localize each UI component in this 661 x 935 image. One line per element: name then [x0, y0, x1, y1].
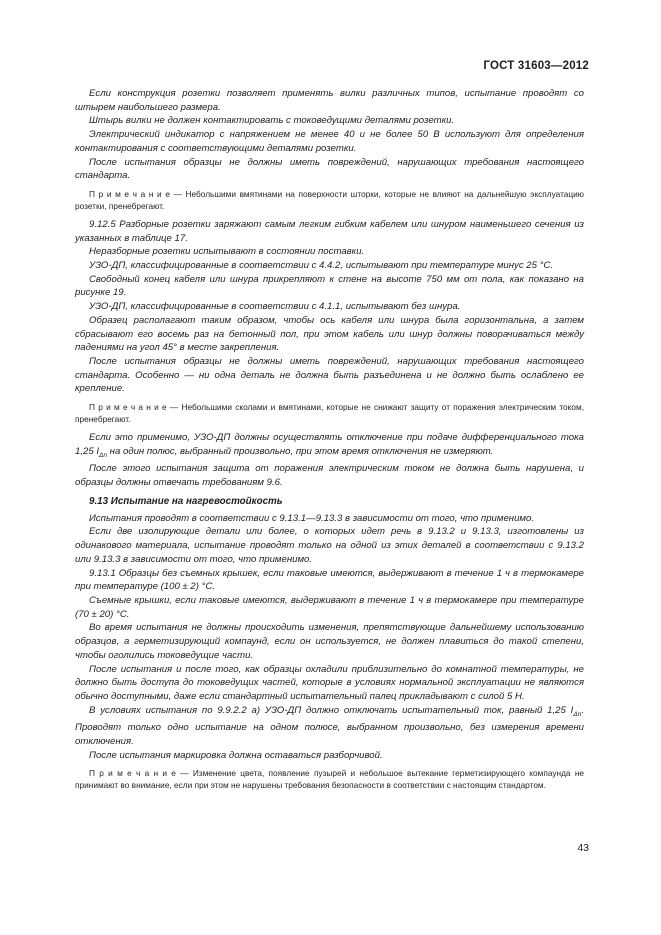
- paragraph: Если конструкция розетки позволяет применять вилки различных типов, испытание проводят со штырем наибольшего размера.: [75, 88, 584, 113]
- text-run: на один полюс, выбранный произвольно, при этом время отключения не измеряют.: [107, 445, 494, 457]
- current-subscript: Δn: [573, 710, 582, 718]
- note: [75, 188, 584, 212]
- paragraph: Электрический индикатор с напряжением не менее 40 и не более 50 В используют для определения контактирования с соответствующими деталями розетки.: [75, 129, 584, 154]
- paragraph: Если две изолирующие детали или более, о которых идет речь в 9.13.2 и 9.13.3, изготовлены из одинакового материала, испытание проводят только на одной из этих деталей в соответствии с 9.13.2 или 9.13.3 в зависимости от того, что применимо.: [75, 526, 584, 565]
- page-number: 43: [577, 842, 589, 854]
- paragraph: После испытания маркировка должна оставаться разборчивой.: [89, 749, 383, 761]
- paragraph: Штырь вилки не должен контактировать с токоведущими деталями розетки.: [89, 115, 455, 127]
- current-symbol: I: [96, 445, 100, 457]
- note-label: П р и м е ч а н и е: [89, 768, 176, 779]
- note-text: — Небольшими вмятинами на поверхности шторки, которые не влияют на дальнейшую эксплуатацию розетки, пренебрегают.: [75, 188, 585, 211]
- current-subscript: Δn: [99, 451, 107, 459]
- text-run: Если это применимо, УЗО-ДП должны осуществлять отключение при подаче дифференциального тока 1,25: [75, 432, 584, 457]
- paragraph: После испытания и после того, как образцы охладили приблизительно до комнатной температуры, не должно быть доступа до токоведущих частей, которые в условиях нормальной эксплуатации не являются обычно доступными, даже если стандартный испытательный палец прикладывают с силой 5 Н.: [75, 663, 584, 702]
- current-symbol: I: [570, 704, 574, 716]
- paragraph: УЗО-ДП, классифицированные в соответствии с 4.1.1, испытывают без шнура.: [89, 301, 461, 313]
- paragraph: Неразборные розетки испытывают в состоянии поставки.: [89, 246, 365, 258]
- paragraph: Во время испытания не должны происходить изменения, препятствующие дальнейшему использованию образцов, а герметизирующий компаунд, если он используется, не должен плавиться до такой степени, чтобы оголились токоведущие части.: [75, 622, 584, 661]
- note-label: П р и м е ч а н и е: [89, 402, 167, 413]
- paragraph: [75, 431, 584, 462]
- paragraph: [75, 704, 584, 749]
- note: [75, 767, 584, 791]
- paragraph: 9.12.5 Разборные розетки заряжают самым легким гибким кабелем или шнуром наименьшего сечения из указанных в таблице 17.: [75, 218, 584, 244]
- note-text: — Изменение цвета, появление пузырей и небольшое вытекание герметизирующего компаунда не принимают во внимание, если при этом не нарушены требования безопасности в соответствии с настоящим стандартом.: [75, 768, 585, 791]
- paragraph: После испытания образцы не должны иметь повреждений, нарушающих требования настоящего стандарта.: [75, 156, 584, 182]
- paragraph: После этого испытания защита от поражения электрическим током не должна быть нарушена, и образцы должны отвечать требованиям 9.6.: [75, 463, 584, 489]
- page-content: [75, 87, 584, 797]
- paragraph: 9.13.1 Образцы без съемных крышек, если таковые имеются, выдерживают в течение 1 ч в термокамере при температуре (100 ± 2) °С.: [75, 567, 584, 593]
- text-run: . Проводят только одно испытание на одном полюсе, выбранном произвольно, без измерения времени отключения.: [75, 704, 584, 747]
- paragraph: УЗО-ДП, классифицированные в соответствии с 4.4.2, испытывают при температуре минус 25 °С.: [89, 260, 554, 272]
- paragraph: Свободный конец кабеля или шнура прикрепляют к стене на высоте 750 мм от пола, как показано на рисунке 19.: [75, 273, 584, 299]
- paragraph: Испытания проводят в соответствии с 9.13.1—9.13.3 в зависимости от того, что применимо.: [89, 512, 534, 524]
- section-heading: 9.13 Испытание на нагревостойкость: [89, 495, 283, 507]
- note-label: П р и м е ч а н и е: [89, 188, 170, 199]
- paragraph: Съемные крышки, если таковые имеются, выдерживают в течение 1 ч в термокамере при температуре (70 ± 20) °С.: [75, 595, 584, 620]
- note-text: — Небольшими сколами и вмятинами, которые не снижают защиту от поражения электрическим током, пренебрегают.: [75, 402, 584, 425]
- paragraph: После испытания образцы не должны иметь повреждений, нарушающих требования настоящего стандарта. Особенно — ни одна деталь не должна быть разъединена и не должно быть ослаблено ее крепление.: [75, 355, 584, 395]
- document-id: ГОСТ 31603—2012: [483, 60, 589, 72]
- note: [75, 401, 584, 425]
- text-run: В условиях испытания по 9.9.2.2 а) УЗО-ДП должно отключать испытательный ток, равный 1,25: [89, 704, 571, 716]
- paragraph: Образец располагают таким образом, чтобы ось кабеля или шнура была горизонтальна, а затем сбрасывают его восемь раз на бетонный пол, при этом кабель или шнур должны поворачиваться между падениями на угол 45° в месте закрепления.: [75, 314, 584, 354]
